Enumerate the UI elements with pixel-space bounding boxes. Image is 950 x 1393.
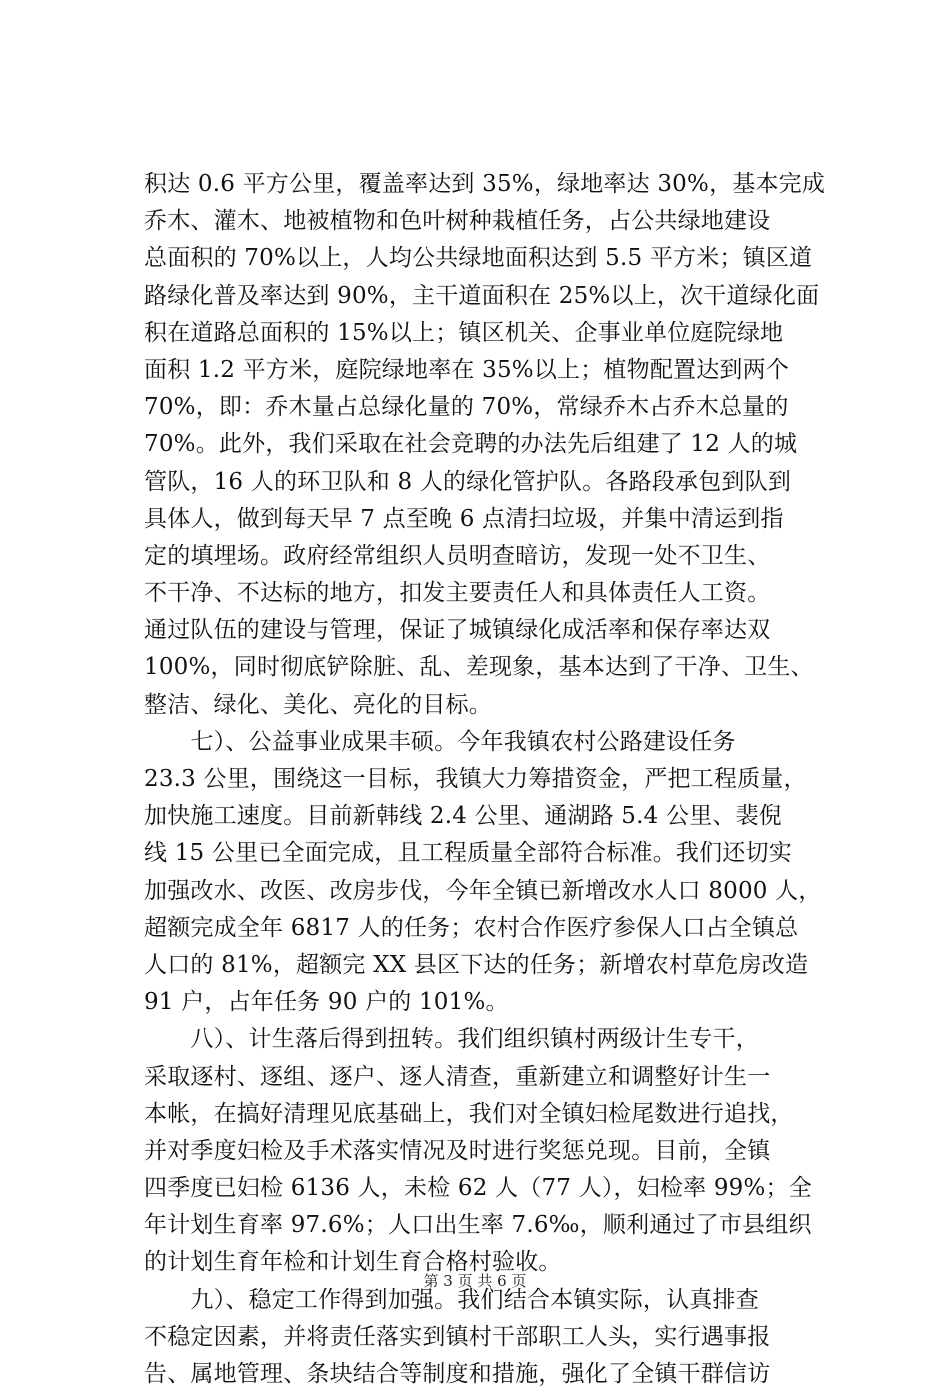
- document-body: [144, 166, 844, 1393]
- page-number-footer: 第 3 页 共 6 页: [423, 1272, 527, 1290]
- text-line: 积达 0.6 平方公里，覆盖率达到 35%，绿地率达 30%，基本完成: [144, 171, 826, 197]
- text-line: 四季度已妇检 6136 人，未检 62 人（77 人），妇检率 99%；全: [144, 1175, 812, 1202]
- text-line: 整洁、绿化、美化、亮化的目标。: [144, 691, 492, 718]
- text-line: 的计划生育年检和计划生育合格村验收。: [144, 1249, 562, 1276]
- paragraph-heading-line: 七）、公益事业成果丰硕。今年我镇农村公路建设任务: [144, 728, 736, 755]
- text-line: 不干净、不达标的地方，扣发主要责任人和具体责任人工资。: [144, 580, 771, 607]
- text-line: 23.3 公里，围绕这一目标，我镇大力筹措资金，严把工程质量，: [144, 766, 807, 792]
- text-line: 乔木、灌木、地被植物和色叶树种栽植任务，占公共绿地建设: [144, 208, 771, 235]
- text-line: 超额完成全年 6817 人的任务；农村合作医疗参保人口占全镇总: [144, 914, 799, 941]
- text-line: 线 15 公里已全面完成，且工程质量全部符合标准。我们还切实: [144, 840, 792, 867]
- text-line: 总面积的 70%以上，人均公共绿地面积达到 5.5 平方米；镇区道: [144, 245, 813, 272]
- text-line: 年计划生育率 97.6%；人口出生率 7.6‰，顺利通过了市县组织: [144, 1212, 812, 1239]
- text-line: 91 户，占年任务 90 户的 101%。: [144, 989, 509, 1016]
- text-line: 路绿化普及率达到 90%，主干道面积在 25%以上，次干道绿化面: [144, 282, 820, 309]
- text-line: 告、属地管理、条块结合等制度和措施，强化了全镇干群信访: [144, 1361, 771, 1387]
- text-line: 积在道路总面积的 15%以上；镇区机关、企事业单位庭院绿地: [144, 319, 784, 346]
- text-line: 面积 1.2 平方米，庭院绿地率在 35%以上；植物配置达到两个: [144, 356, 790, 383]
- text-line: 定的填埋场。政府经常组织人员明查暗访，发现一处不卫生、: [144, 542, 771, 569]
- paragraph-heading-line: 九）、稳定工作得到加强。我们结合本镇实际，认真排查: [144, 1286, 759, 1313]
- text-line: 70%，即：乔木量占总绿化量的 70%，常绿乔木占乔木总量的: [144, 394, 789, 421]
- text-line: 加强改水、改医、改房步伐，今年全镇已新增改水人口 8000 人，: [144, 877, 822, 904]
- text-line: 70%。此外，我们采取在社会竞聘的办法先后组建了 12 人的城: [144, 431, 798, 458]
- text-line: 加快施工速度。目前新韩线 2.4 公里、通湖路 5.4 公里、裴倪: [144, 803, 782, 830]
- text-line: 具体人，做到每天早 7 点至晚 6 点清扫垃圾，并集中清运到指: [144, 505, 784, 532]
- text-line: 通过队伍的建设与管理，保证了城镇绿化成活率和保存率达双: [144, 617, 771, 644]
- paragraph-heading-line: 八）、计生落后得到扭转。我们组织镇村两级计生专干，: [144, 1026, 759, 1053]
- text-line: 100%，同时彻底铲除脏、乱、差现象，基本达到了干净、卫生、: [144, 654, 814, 681]
- text-line: 采取逐村、逐组、逐户、逐人清查，重新建立和调整好计生一: [144, 1063, 771, 1090]
- text-line: 人口的 81%，超额完 XX 县区下达的任务；新增农村草危房改造: [144, 951, 809, 978]
- text-line: 管队，16 人的环卫队和 8 人的绿化管护队。各路段承包到队到: [144, 468, 792, 495]
- text-line: 本帐，在搞好清理见底基础上，我们对全镇妇检尾数进行追找，: [144, 1100, 794, 1127]
- text-line: 不稳定因素，并将责任落实到镇村干部职工人头，实行遇事报: [144, 1323, 771, 1350]
- text-line: 并对季度妇检及手术落实情况及时进行奖惩兑现。目前，全镇: [144, 1137, 771, 1164]
